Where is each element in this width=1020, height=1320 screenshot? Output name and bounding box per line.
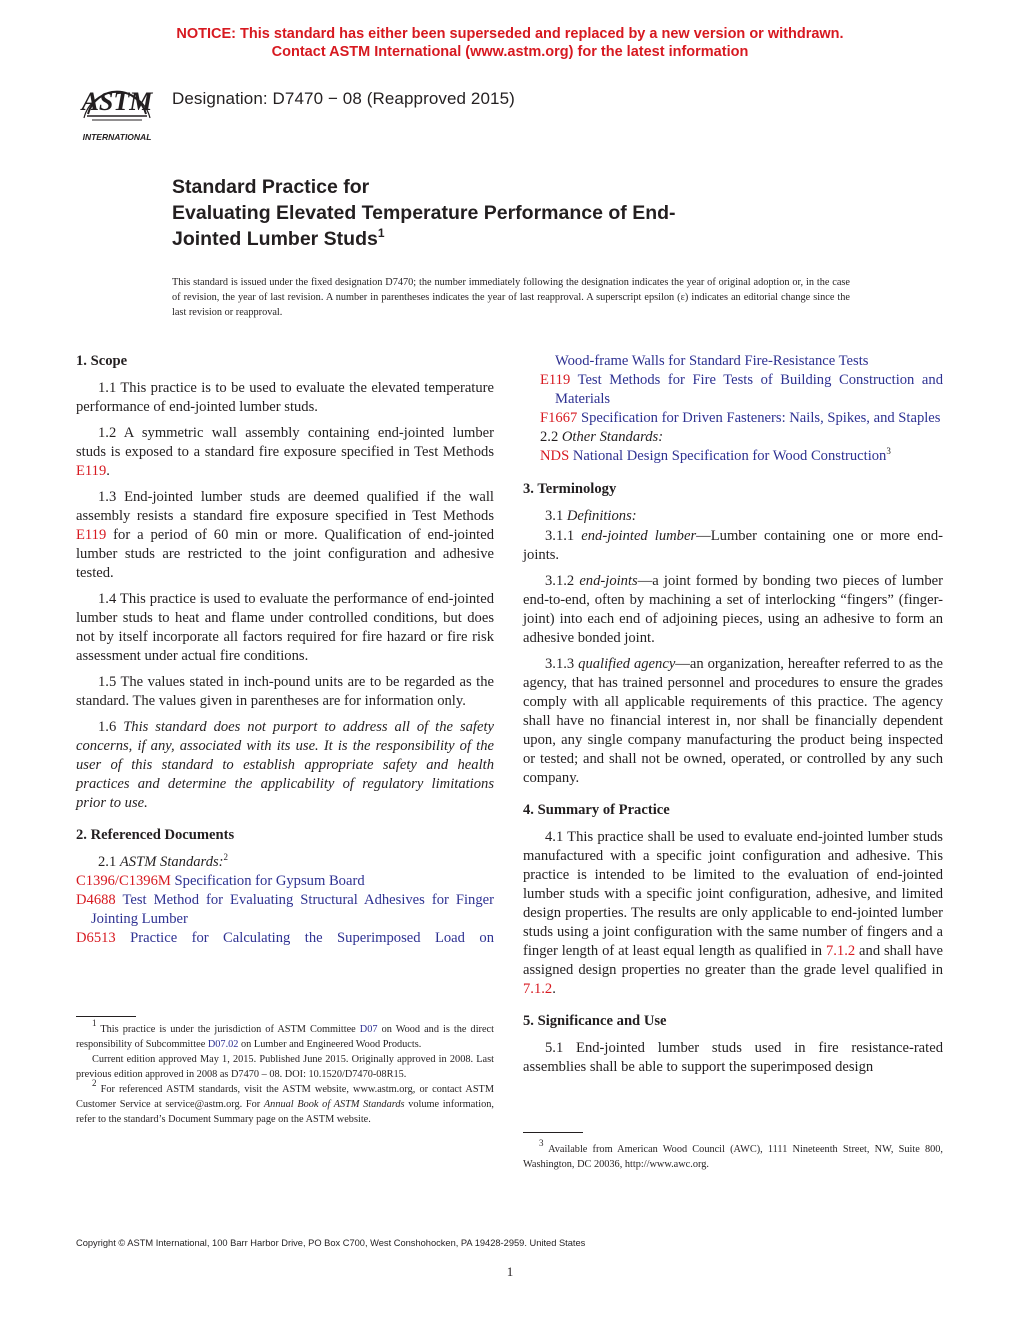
ref-e119[interactable]: E119 Test Methods for Fire Tests of Building Construction and Materials [540,372,943,407]
ref-f1667[interactable]: F1667 Specification for Driven Fasteners: Nails, Spikes, and Staples [540,410,941,426]
para-1-2: 1.2 A symmetric wall assembly containing end-jointed lumber studs is exposed to a standard fire exposure specified in Test Methods E119. [76,425,494,479]
para-3-1-3: 3.1.3 qualified agency—an organization, hereafter referred to as the agency, that has trained personnel and procedures to ensure the grades comply with all applicable requirements of this practice. The agency shall have no financial interest in, nor shall be financially dependent upon, any single company manufacturing the product being inspected or tested; and shall not be owned, operated, or controlled by any such company. [523,656,943,786]
left-column [76,352,494,948]
astm-logo [72,70,162,146]
page-number: 1 [506,1264,514,1279]
title-line-3: Jointed Lumber Studs$^1$ [172,226,385,250]
para-3-1: 3.1 Definitions: [545,508,637,524]
title-footnote-mark: 1 [377,226,385,240]
ref-d6513-part2[interactable]: Wood-frame Walls for Standard Fire-Resistance Tests [555,353,869,369]
preface-note: This standard is issued under the fixed designation D7470; the number immediately following the designation indicates the year of original adoption or, in the case of revision, the year of last revision. A number in parentheses indicates the year of last reapproval. A superscript epsilon (ε) indicates an editorial change since the last revision or reapproval. [172,277,850,318]
section-heading-scope: 1. Scope [76,353,128,369]
footnote-rule-right [523,1132,583,1133]
title-line-1: Standard Practice for [172,176,370,198]
title-line-2: Evaluating Elevated Temperature Performance of End- [172,202,676,224]
withdrawal-notice [0,25,1020,61]
astm-logo-icon [72,70,162,146]
para-1-3: 1.3 End-jointed lumber studs are deemed qualified if the wall assembly resists a standard fire exposure specified in Test Methods E119 for a period of 60 min or more. Qualification of end-jointed lumber studs are restricted to the joint configuration and adhesive tested. [76,489,494,581]
link-e119[interactable]: E119 [76,463,107,479]
ref-nds[interactable]: NDS National Design Specification for Wood Construction$^3$ [540,446,891,464]
ref-d4688[interactable]: D4688 Test Method for Evaluating Structural Adhesives for Finger Jointing Lumber [76,892,494,927]
copyright-line: Copyright © ASTM International, 100 Barr Harbor Drive, PO Box C700, West Conshohocken, PA 19428-2959. United States [76,1238,586,1248]
footnote-rule-left [76,1016,136,1017]
para-1-5: 1.5 The values stated in inch-pound units are to be regarded as the standard. The values given in parentheses are for information only. [76,674,494,709]
footnote-3: $^3$ Available from American Wood Council (AWC), 1111 Nineteenth Street, NW, Suite 800, Washington, DC 20036, http://www.awc.org. [523,1138,943,1170]
link-e119[interactable]: E119 [76,527,107,543]
section-heading-terminology: 3. Terminology [523,481,617,497]
para-1-1: 1.1 This practice is to be used to evaluate the elevated temperature performance of end-jointed lumber studs. [76,380,494,415]
para-1-6: 1.6 This standard does not purport to address all of the safety concerns, if any, associated with its use. It is the responsibility of the user of this standard to establish appropriate safety and health practices and determine the applicability of regulatory limitations prior to use. [76,719,494,811]
notice-line-2: Contact ASTM International (www.astm.org) for the latest information [271,44,749,60]
para-1-4: 1.4 This practice is used to evaluate the performance of end-jointed lumber studs to heat and flame under controlled conditions, but does not by itself incorporate all factors required for fire hazard or fire risk assessment under actual fire conditions. [76,591,494,664]
document-title [172,174,872,252]
svg-text:ASTM: ASTM [81,87,153,116]
para-2-2: 2.2 Other Standards: [540,429,664,445]
para-5-1: 5.1 End-jointed lumber studs used in fire resistance-rated assemblies shall be able to support the superimposed design [523,1040,943,1075]
right-column [523,352,943,1084]
para-2-1: 2.1 ASTM Standards:$^2$ [98,852,229,870]
para-3-1-1: 3.1.1 end-jointed lumber—Lumber containing one or more end-joints. [523,528,943,563]
logo-international-text: INTERNATIONAL [82,132,152,142]
footnotes-right [523,1138,943,1172]
section-heading-significance: 5. Significance and Use [523,1013,667,1029]
footnotes-left [76,1018,494,1127]
section-heading-summary: 4. Summary of Practice [523,802,670,818]
link-7-1-2[interactable]: 7.1.2 [523,981,553,997]
footnote-2: $^2$ For referenced ASTM standards, visit the ASTM website, www.astm.org, or contact ASTM Customer Service at service@astm.org. For Annual Book of ASTM Standards volume information, refer to the standard’s Document Summary page on the ASTM website. [76,1078,494,1125]
ref-d6513-part1[interactable]: D6513 Practice for Calculating the Superimposed Load on [76,930,494,946]
section-heading-referenced: 2. Referenced Documents [76,827,235,843]
ref-c1396[interactable]: C1396/C1396M Specification for Gypsum Board [76,873,365,889]
link-d07-02[interactable]: D07.02 [207,1039,239,1050]
para-4-1: 4.1 This practice shall be used to evaluate end-jointed lumber studs manufactured with a specific joint configuration and adhesive. This practice is intended to be limited to the evaluation of end-jointed lumber studs with a specific joint configuration, adhesive, and limited design properties. The results are only applicable to end-jointed lumber studs using a joint configuration with the same number of fingers and a finger length of at least equal length as qualified in 7.1.2 and shall have assigned design properties no greater than the grade level qualified in 7.1.2. [523,829,943,997]
footnote-1: $^1$ This practice is under the jurisdiction of ASTM Committee D07 on Wood and is the direct responsibility of Subcommittee D07.02 on Lumber and Engineered Wood Products. [76,1018,494,1050]
notice-line-1: NOTICE: This standard has either been superseded and replaced by a new version or withdrawn. [176,26,844,42]
footnote-1-edition: Current edition approved May 1, 2015. Published June 2015. Originally approved in 2008. Last previous edition approved in 2008 as D7470 – 08. DOI: 10.1520/D7470-08R15. [76,1054,494,1080]
designation: Designation: D7470 − 08 (Reapproved 2015) [172,89,515,108]
link-7-1-2[interactable]: 7.1.2 [825,943,856,959]
link-d07[interactable]: D07 [359,1024,378,1035]
para-3-1-2: 3.1.2 end-joints—a joint formed by bonding two pieces of lumber end-to-end, often by machining a set of interlocking “fingers” (finger-joint) into each end of adjoining pieces, using an adhesive to form an adhesive bonded joint. [523,573,943,646]
